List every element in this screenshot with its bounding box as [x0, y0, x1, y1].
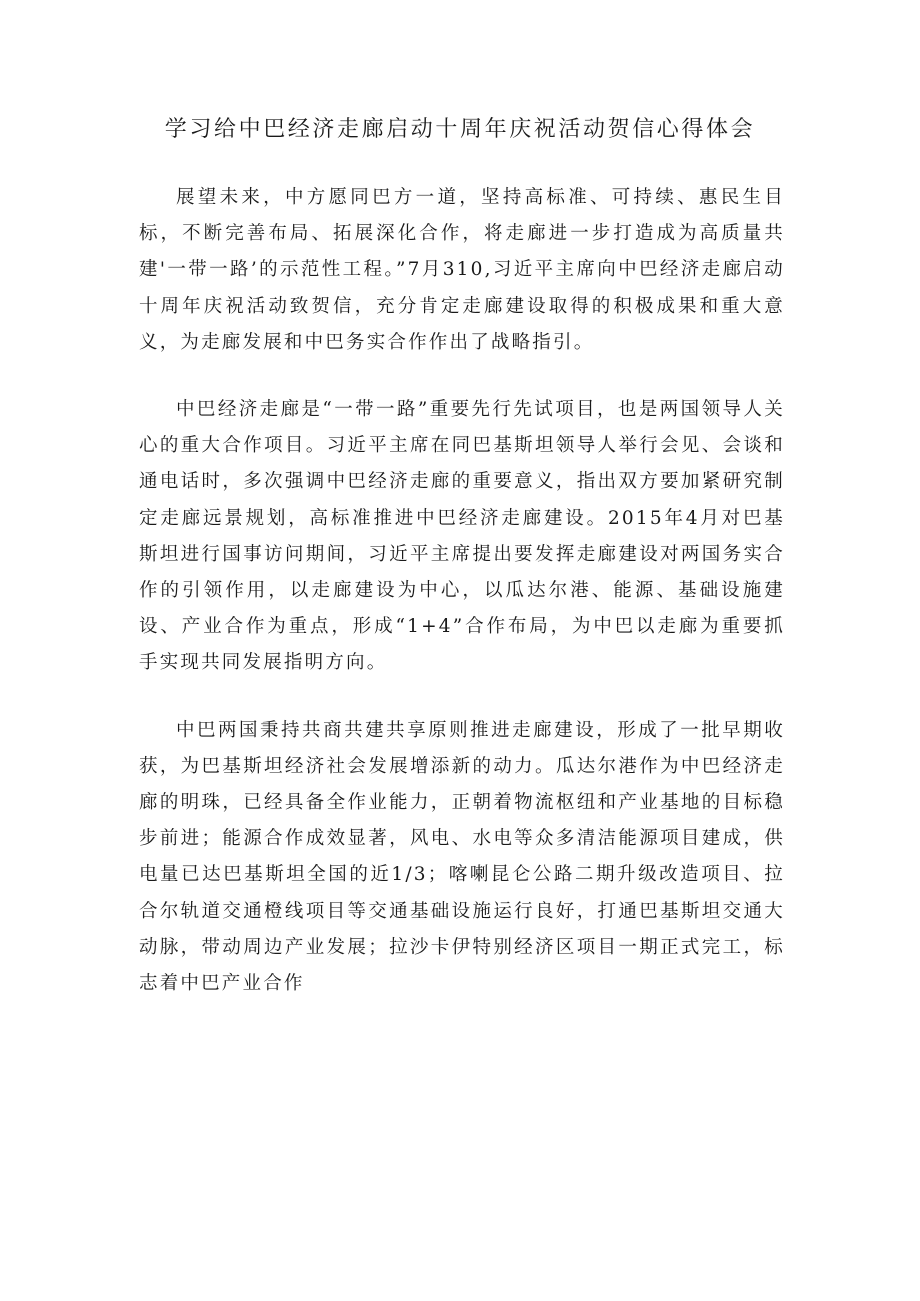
paragraph-1: 展望未来，中方愿同巴方一道，坚持高标准、可持续、惠民生目标，不断完善布局、拓展深化合作，将走廊进一步打造成为高质量共建'一带一路’的示范性工程。”7月310,习近平主席向中巴经济走廊启动十周年庆祝活动致贺信，充分肯定走廊建设取得的积极成果和重大意义，为走廊发展和中巴务实合作作出了战略指引。 — [139, 187, 785, 353]
paragraph-3: 中巴两国秉持共商共建共享原则推进走廊建设，形成了一批早期收获，为巴基斯坦经济社会发展增添新的动力。瓜达尔港作为中巴经济走廊的明珠，已经具备全作业能力，正朝着物流枢纽和产业基地的目标稳步前进；能源合作成效显著，风电、水电等众多清洁能源项目建成，供电量已达巴基斯坦全国的近1/3；喀喇昆仑公路二期升级改造项目、拉合尔轨道交通橙线项目等交通基础设施运行良好，打通巴基斯坦交通大动脉，带动周边产业发展；拉沙卡伊特别经济区项目一期正式完工，标志着中巴产业合作 — [139, 719, 785, 995]
document-body — [139, 180, 785, 1033]
paragraph-2: 中巴经济走廊是“一带一路”重要先行先试项目，也是两国领导人关心的重大合作项目。习近平主席在同巴基斯坦领导人举行会见、会谈和通电话时，多次强调中巴经济走廊的重要意义，指出双方要加紧研究制定走廊远景规划，高标准推进中巴经济走廊建设。2015年4月对巴基斯坦进行国事访问期间，习近平主席提出要发挥走廊建设对两国务实合作的引领作用，以走廊建设为中心，以瓜达尔港、能源、基础设施建设、产业合作为重点，形成“1+4”合作布局，为中巴以走廊为重要抓手实现共同发展指明方向。 — [139, 399, 785, 674]
document-title: 学习给中巴经济走廊启动十周年庆祝活动贺信心得体会 — [164, 117, 756, 142]
